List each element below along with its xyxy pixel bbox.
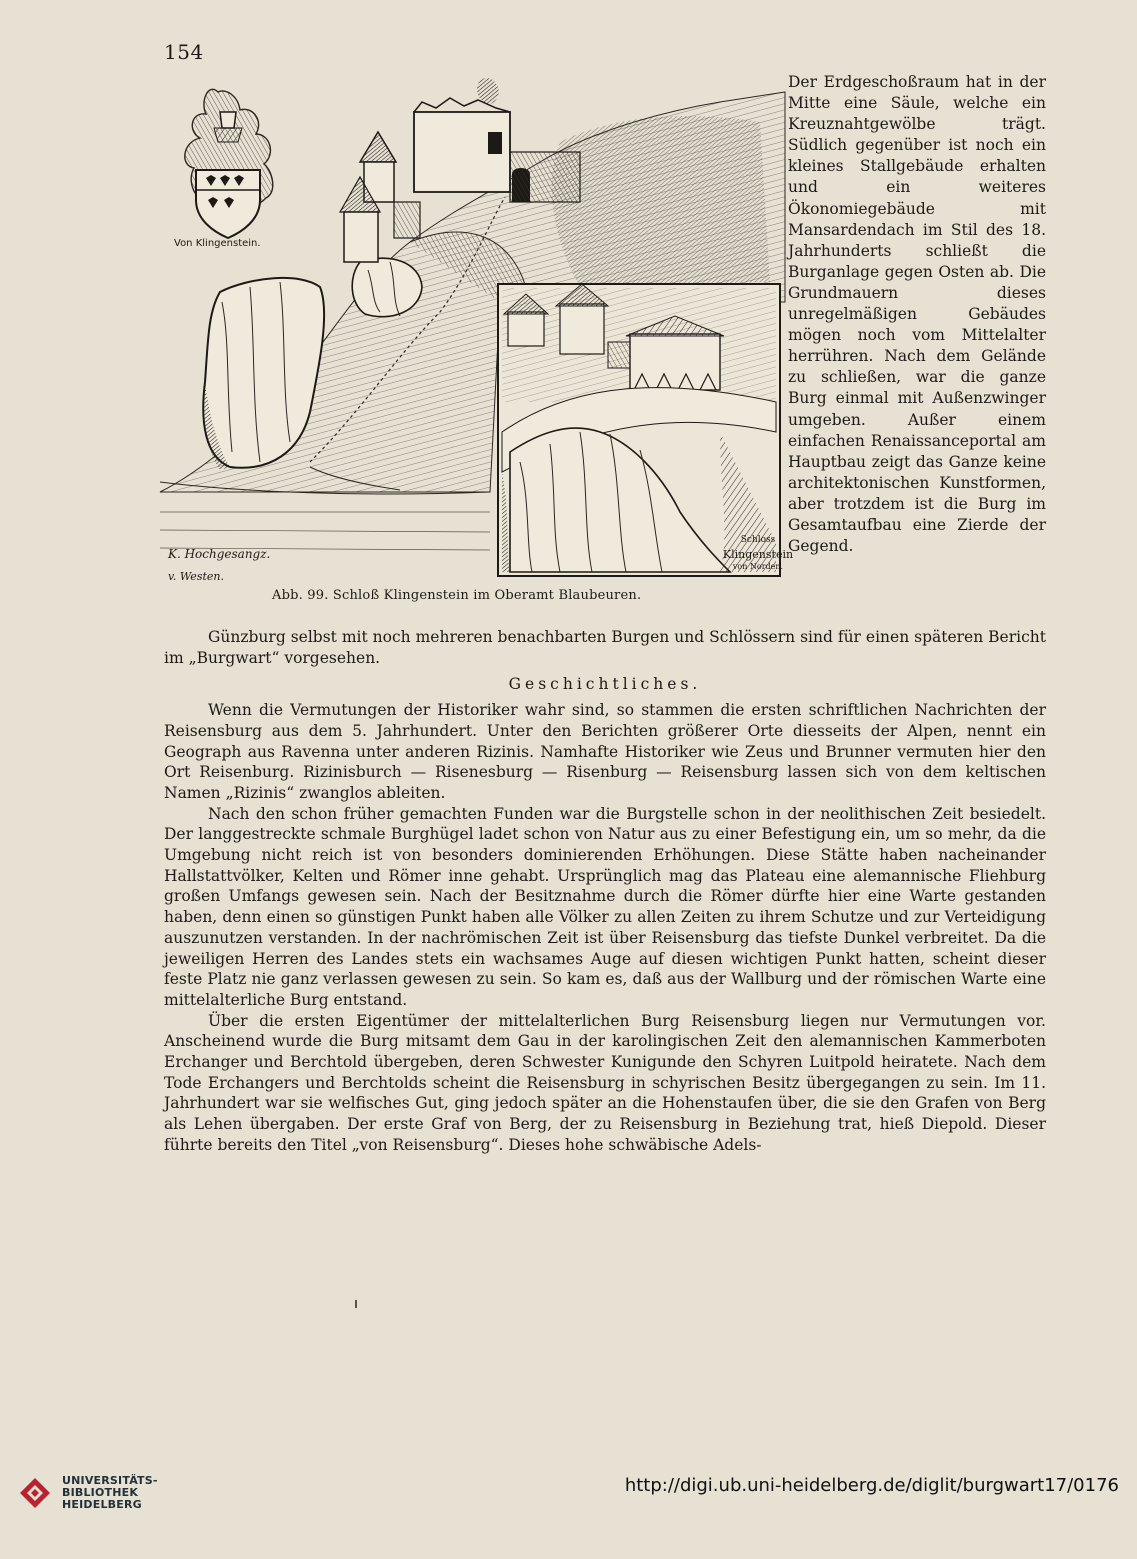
logo-line-3: HEIDELBERG [62,1498,142,1511]
artist-signature-line1: K. Hochgesangz. [168,547,271,561]
inset-label-line2: Klingenstein [722,548,794,561]
coat-of-arms [185,89,273,238]
paragraph-2: Nach den schon früher gemachten Funden war die Burgstelle schon in der neolithischen Zeit besiedelt. Der langgestreckte schmale Burghügel ladet schon von Natur aus zu einer Befestigung ein, um so mehr, da die Umgebung nicht reich ist von besonders dominierenden Erhöhungen. Diese Stätte haben nacheinander Hallstattvölker, Kelten und Römer inne gehabt. Ursprünglich mag das Plateau eine alemannische Fliehburg großen Umfangs gewesen sein. Nach der Besitznahme durch die Römer dürfte hier eine Warte gestanden haben, denn einen so günstigen Punkt haben alle Völker zu allen Zeiten zu ihrem Schutze und zur Verteidigung auszunutzen verstanden. In der nachrömischen Zeit ist über Reisensburg das tiefste Dunkel verbreitet. Da die jeweiligen Herren des Landes stets ein wachsames Auge auf diesen wichtigen Punkt hatten, scheint dieser feste Platz nie ganz verlassen gewesen zu sein. So kam es, daß aus der Wallburg und der römischen Warte eine mittelalterliche Burg entstand. [164,804,1046,1009]
library-logo[interactable] [18,1475,158,1511]
logo-line-2: BIBLIOTHEK [62,1486,139,1499]
figure-caption: Abb. 99. Schloß Klingenstein im Oberamt Blaubeuren. [272,588,642,603]
logo-line-1: UNIVERSITÄTS- [62,1474,158,1487]
inset-label-line1: Schloss [740,535,776,545]
intro-paragraph: Günzburg selbst mit noch mehreren benachbarten Burgen und Schlössern sind für einen späteren Bericht im „Burgwart“ vorgesehen. [164,628,1046,667]
paragraph-1: Wenn die Vermutungen der Historiker wahr sind, so stammen die ersten schriftlichen Nachrichten der Reisensburg aus dem 5. Jahrhundert. Unter den Berichten größerer Orte diesseits der Alpen, nennt ein Geograph aus Ravenna unter anderen Rizinis. Namhafte Historiker wie Zeus und Brunner vermuten hier den Ort Reisenburg. Rizinisburch — Risenesburg — Risenburg — Reisensburg lassen sich von dem keltischen Namen „Rizinis“ zwanglos ableiten. [164,701,1046,802]
page-number: 154 [164,40,204,64]
figure-castle-klingenstein [160,72,794,617]
artist-signature-line2: v. Westen. [168,570,224,583]
main-body-text [164,627,1046,1156]
stray-ink-mark [355,1300,357,1308]
castle-engraving-svg [160,72,794,583]
inset-label-line3: von Norden. [732,562,784,571]
inset-view-from-north [498,284,793,576]
section-heading: Geschichtliches. [508,675,702,694]
castle-illustration [160,72,794,583]
source-url-link[interactable]: http://digi.ub.uni-heidelberg.de/diglit/burgwart17/0176 [624,1475,1119,1496]
right-column-text: Der Erdgeschoßraum hat in der Mitte eine Säule, welche ein Kreuznahtgewölbe trägt. Südlich gegenüber ist noch ein kleines Stallgebäude erhalten und ein weiteres Ökonomiegebäude mit Mansardendach im Stil des 18. Jahrhunderts schließt die Burganlage gegen Osten ab. Die Grundmauern dieses unregelmäßigen Gebäudes mögen noch vom Mittelalter herrühren. Nach dem Gelände zu schließen, war die ganze Burg einmal mit Außenzwinger umgeben. Außer einem einfachen Renaissanceportal am Hauptbau zeigt das Ganze keine architektonischen Kunstformen, aber trotzdem ist die Burg im Gesamtaufbau eine Zierde der Gegend. [788,73,1046,556]
coat-of-arms-label: Von Klingenstein. [174,238,261,249]
library-logo-icon [18,1476,52,1510]
library-logo-text [62,1475,158,1511]
paragraph-3: Über die ersten Eigentümer der mittelalterlichen Burg Reisensburg liegen nur Vermutungen vor. Anscheinend wurde die Burg mitsamt dem Gau in der karolingischen Zeit den alemannischen Kammerboten Erchanger und Berchtold übergeben, deren Schwester Kunigunde den Schyren Luitpold heiratete. Nach dem Tode Erchangers und Berchtolds scheint die Reisensburg in schyrischen Besitz übergegangen zu sein. Im 11. Jahrhundert war sie welfisches Gut, ging jedoch später an die Hohenstaufen über, die sie den Grafen von Berg als Lehen übergaben. Der erste Graf von Berg, der zu Reisensburg in Beziehung trat, hieß Diepold. Dieser führte bereits den Titel „von Reisensburg“. Dieses hohe schwäbische Adels- [164,1011,1046,1154]
